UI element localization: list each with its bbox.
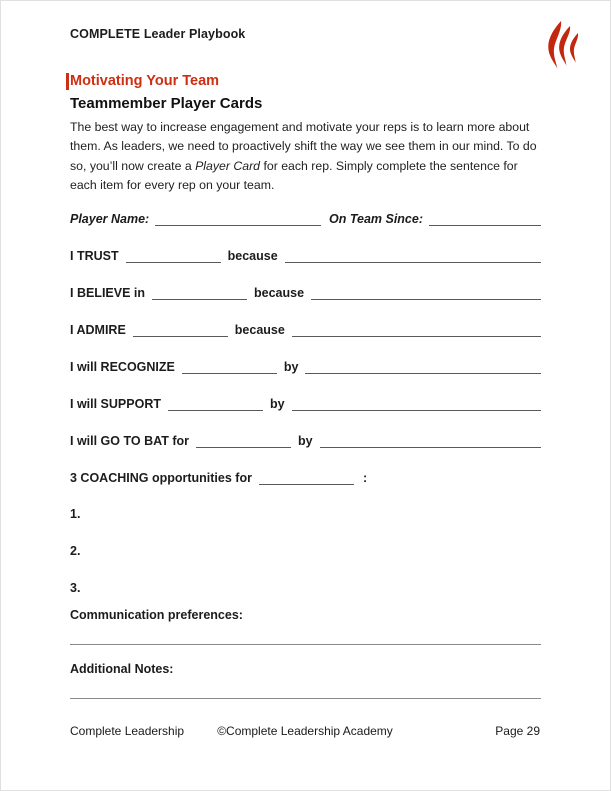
fill-blank <box>311 286 541 300</box>
coaching-row <box>70 469 541 485</box>
intro-line <box>70 157 541 176</box>
fill-blank <box>168 397 263 411</box>
fill-blank <box>292 323 541 337</box>
player-name-label: Player Name: <box>70 212 150 227</box>
fill-blank <box>182 360 277 374</box>
coaching-item-3: 3. <box>70 581 81 596</box>
sentence-label: I will GO TO BAT for <box>70 434 189 449</box>
sentence-connector: because <box>234 323 285 338</box>
fill-blank <box>320 434 541 448</box>
fill-blank <box>196 434 291 448</box>
sentence-connector: by <box>270 397 285 412</box>
footer-page-number: Page 29 <box>495 724 540 738</box>
sentence-connector: by <box>283 360 299 375</box>
sentence-row-believe <box>70 284 541 300</box>
coaching-item-2: 2. <box>70 544 81 559</box>
red-accent-bar <box>66 73 69 90</box>
communication-preferences-label: Communication preferences: <box>70 608 243 623</box>
coaching-colon: : <box>362 471 368 486</box>
fill-blank <box>126 249 221 263</box>
sentence-row-trust <box>70 247 541 263</box>
additional-notes-line <box>70 698 541 699</box>
player-name-blank <box>155 212 321 226</box>
sentence-label: I TRUST <box>70 249 119 264</box>
sentence-connector: by <box>297 434 313 449</box>
fill-blank <box>285 249 541 263</box>
fill-blank <box>305 360 541 374</box>
section-title <box>70 72 541 90</box>
sentence-row-gotobat <box>70 432 541 448</box>
fill-blank <box>292 397 541 411</box>
playbook-title: COMPLETE Leader Playbook <box>70 27 246 41</box>
fill-blank <box>133 323 228 337</box>
sentence-label: I will SUPPORT <box>70 397 161 412</box>
on-team-since-label: On Team Since: <box>328 212 423 227</box>
section-title-text: Motivating Your Team <box>70 73 220 89</box>
sentence-row-recognize <box>70 358 541 374</box>
on-team-since-blank <box>429 212 541 226</box>
additional-notes-label: Additional Notes: <box>70 662 174 677</box>
intro-italic-text: Player Card <box>195 158 261 173</box>
sentence-row-support <box>70 395 541 411</box>
intro-text: for each rep. Simply complete the sentence for <box>260 158 518 173</box>
coaching-item-1: 1. <box>70 507 81 522</box>
card-title: Teammember Player Cards <box>70 95 263 112</box>
footer-copyright: ©Complete Leadership Academy <box>217 724 393 738</box>
sentence-label: I ADMIRE <box>70 323 126 338</box>
intro-line: each item for every rep on your team. <box>70 177 275 192</box>
sentence-label: I BELIEVE in <box>70 286 146 301</box>
sentence-connector: because <box>227 249 278 264</box>
player-name-row <box>70 210 541 226</box>
intro-line: them. As leaders, we need to proactively shift the way we see them in our mind. To do <box>70 139 537 154</box>
flame-logo-icon <box>544 20 582 74</box>
sentence-connector: because <box>254 286 305 301</box>
fill-blank <box>259 471 354 485</box>
intro-paragraph <box>70 118 541 195</box>
fill-blank <box>152 286 247 300</box>
sentence-row-admire <box>70 321 541 337</box>
coaching-label: 3 COACHING opportunities for <box>70 471 252 486</box>
intro-line: The best way to increase engagement and motivate your reps is to learn more about <box>70 120 530 134</box>
footer-company: Complete Leadership <box>70 724 185 738</box>
page-footer <box>70 724 540 739</box>
intro-text: so, you’ll now create a <box>70 158 196 173</box>
sentence-label: I will RECOGNIZE <box>70 360 175 375</box>
communication-preferences-line <box>70 644 541 645</box>
page-content <box>70 72 541 699</box>
